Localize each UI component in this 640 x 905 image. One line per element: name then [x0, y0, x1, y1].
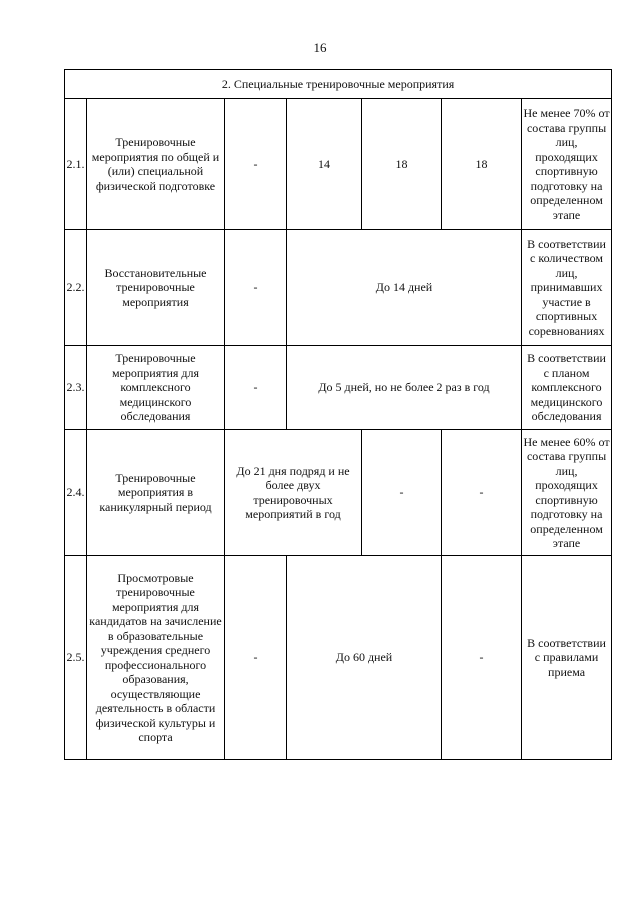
- merged-duration-cell: До 21 дня подряд и не более двух тренировочных мероприятий в год: [225, 430, 362, 556]
- merged-duration-cell: До 5 дней, но не более 2 раз в год: [287, 346, 522, 430]
- event-name: Тренировочные мероприятия для комплексного медицинского обследования: [87, 346, 225, 430]
- section-title: 2. Специальные тренировочные мероприятия: [65, 70, 612, 99]
- table-row: [65, 556, 612, 760]
- table-row: [65, 230, 612, 346]
- cell-value: -: [225, 99, 287, 230]
- table-row: [65, 430, 612, 556]
- cell-value: -: [225, 346, 287, 430]
- row-note: В соответствии с правилами приема: [522, 556, 612, 760]
- section-header-row: [65, 70, 612, 99]
- page-number: 16: [313, 40, 327, 55]
- event-name: Тренировочные мероприятия в каникулярный период: [87, 430, 225, 556]
- merged-duration-cell: До 14 дней: [287, 230, 522, 346]
- cell-value: 18: [362, 99, 442, 230]
- training-events-table: [64, 69, 612, 760]
- row-number: 2.1.: [65, 99, 87, 230]
- cell-value: -: [442, 556, 522, 760]
- row-number: 2.2.: [65, 230, 87, 346]
- event-name: Просмотровые тренировочные мероприятия для кандидатов на зачисление в образовательные учреждения среднего профессионального образования, осуществляющие деятельность в области физической культуры и спорта: [87, 556, 225, 760]
- table-row: [65, 99, 612, 230]
- cell-value: -: [442, 430, 522, 556]
- row-number: 2.5.: [65, 556, 87, 760]
- row-note: В соответствии с количеством лиц, принимавших участие в спортивных соревнованиях: [522, 230, 612, 346]
- table-row: [65, 346, 612, 430]
- cell-value: 18: [442, 99, 522, 230]
- cell-value: -: [362, 430, 442, 556]
- row-number: 2.4.: [65, 430, 87, 556]
- merged-duration-cell: До 60 дней: [287, 556, 442, 760]
- event-name: Тренировочные мероприятия по общей и (или) специальной физической подготовке: [87, 99, 225, 230]
- row-note: Не менее 60% от состава группы лиц, проходящих спортивную подготовку на определенном этапе: [522, 430, 612, 556]
- cell-value: -: [225, 230, 287, 346]
- row-note: Не менее 70% от состава группы лиц, проходящих спортивную подготовку на определенном этапе: [522, 99, 612, 230]
- event-name: Восстановительные тренировочные мероприятия: [87, 230, 225, 346]
- cell-value: -: [225, 556, 287, 760]
- row-number: 2.3.: [65, 346, 87, 430]
- row-note: В соответствии с планом комплексного медицинского обследования: [522, 346, 612, 430]
- cell-value: 14: [287, 99, 362, 230]
